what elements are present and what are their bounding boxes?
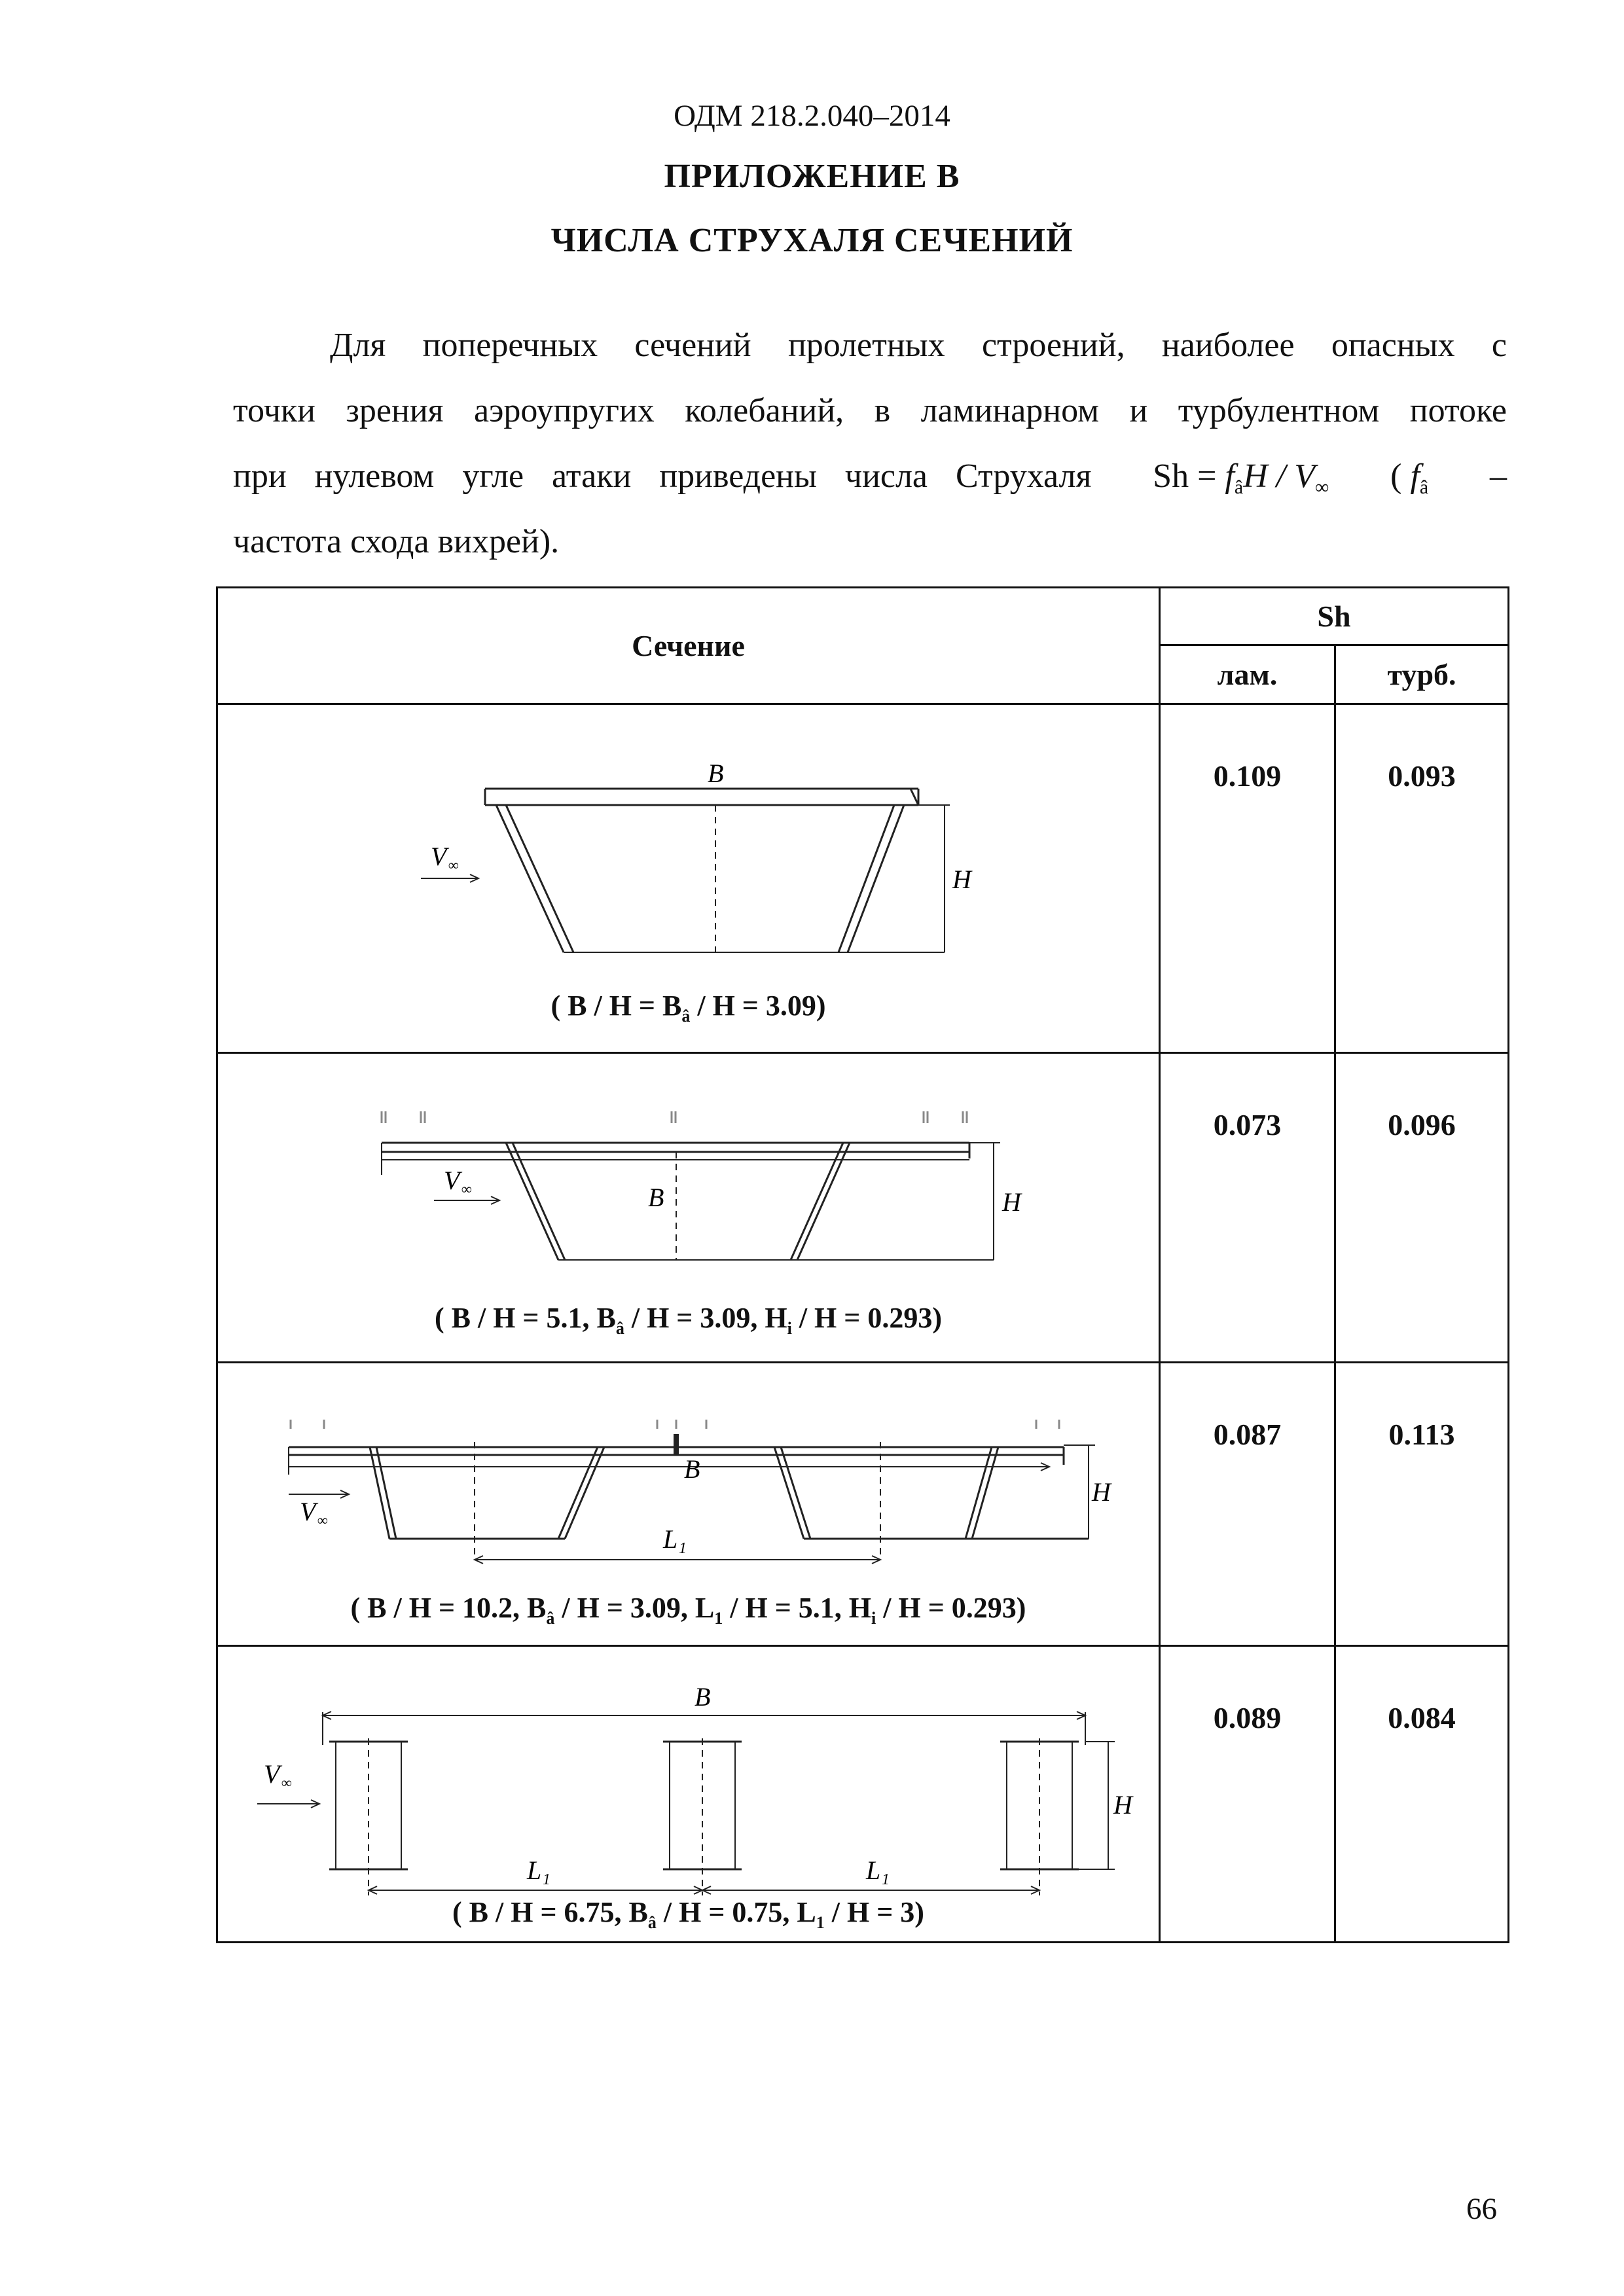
strouhal-table bbox=[216, 586, 1509, 1943]
section-cell-1 bbox=[217, 704, 1160, 1053]
label-h: H bbox=[1092, 1477, 1111, 1507]
label-v-sub: ∞ bbox=[448, 857, 459, 873]
label-v: V bbox=[264, 1759, 280, 1789]
intro-line-4: частота схода вихрей). bbox=[233, 523, 560, 560]
header-lam: лам. bbox=[1160, 645, 1335, 704]
label-b: B bbox=[648, 1183, 664, 1212]
table-row bbox=[217, 1053, 1509, 1363]
frequency-note bbox=[1390, 444, 1428, 509]
label-h: H bbox=[1002, 1187, 1021, 1217]
label-l-right-sub: 1 bbox=[882, 1871, 890, 1888]
turb-value-3: 0.113 bbox=[1335, 1363, 1509, 1646]
label-b: B bbox=[695, 1682, 711, 1712]
label-b: B bbox=[684, 1454, 700, 1484]
label-l-left: L bbox=[527, 1856, 542, 1885]
label-v-sub: ∞ bbox=[461, 1181, 472, 1197]
label-h: H bbox=[952, 865, 971, 894]
table-row bbox=[217, 1646, 1509, 1943]
formula-f-sub: â bbox=[1234, 476, 1244, 498]
label-v: V bbox=[431, 842, 447, 871]
turb-value-4: 0.084 bbox=[1335, 1646, 1509, 1943]
formula-h-over-v: H / V bbox=[1243, 457, 1315, 495]
appendix-title: ПРИЛОЖЕНИЕ В bbox=[664, 158, 960, 195]
header-sh: Sh bbox=[1160, 588, 1509, 645]
section-cell-2 bbox=[217, 1053, 1160, 1363]
page-number: 66 bbox=[1466, 2192, 1497, 2226]
label-v: V bbox=[300, 1497, 316, 1526]
lam-value-2: 0.073 bbox=[1160, 1053, 1335, 1363]
formula-sh: Sh bbox=[1153, 457, 1189, 495]
turb-value-2: 0.096 bbox=[1335, 1053, 1509, 1363]
label-v-sub: ∞ bbox=[281, 1774, 292, 1791]
label-b: B bbox=[708, 759, 724, 788]
intro-line-3-text: при нулевом угле атаки приведены числа Струхаля bbox=[233, 457, 1092, 495]
formula-v-sub: ∞ bbox=[1314, 476, 1329, 498]
intro-line-1: Для поперечных сечений пролетных строений, наиболее опасных с bbox=[330, 327, 1507, 364]
label-l: L bbox=[663, 1524, 678, 1554]
label-h: H bbox=[1113, 1790, 1132, 1820]
section-caption-2: ( B / H = 5.1, $B_â / H = 3.09$, $H_i / H = 0.293$) bbox=[434, 1302, 943, 1338]
document-code: ОДМ 218.2.040–2014 bbox=[674, 99, 950, 133]
paren-open: ( bbox=[1390, 457, 1402, 495]
label-v: V bbox=[444, 1166, 460, 1195]
lam-value-4: 0.089 bbox=[1160, 1646, 1335, 1943]
label-v-sub: ∞ bbox=[317, 1512, 328, 1528]
dash: – bbox=[1490, 457, 1507, 495]
section-cell-3 bbox=[217, 1363, 1160, 1646]
appendix-subtitle: ЧИСЛА СТРУХАЛЯ СЕЧЕНИЙ bbox=[550, 222, 1074, 259]
label-l-right: L bbox=[866, 1856, 881, 1885]
strouhal-formula bbox=[1153, 444, 1329, 509]
formula-f: f bbox=[1225, 457, 1235, 495]
intro-paragraph bbox=[233, 313, 1507, 575]
header-section: Сечение bbox=[217, 588, 1160, 704]
lam-value-3: 0.087 bbox=[1160, 1363, 1335, 1646]
intro-line-3 bbox=[233, 444, 1507, 509]
turb-value-1: 0.093 bbox=[1335, 704, 1509, 1053]
intro-line-2: точки зрения аэроупругих колебаний, в ламинарном и турбулентном потоке bbox=[233, 392, 1507, 429]
section-cell-4 bbox=[217, 1646, 1160, 1943]
paren-f: f bbox=[1410, 457, 1420, 495]
table-row bbox=[217, 704, 1509, 1053]
formula-eq: = bbox=[1189, 457, 1225, 495]
label-l-left-sub: 1 bbox=[543, 1871, 550, 1888]
header-turb: турб. bbox=[1335, 645, 1509, 704]
label-l-sub: 1 bbox=[679, 1540, 687, 1557]
section-caption-4: ( B / H = 6.75, $B_â / H = 0.75$, $L_1 / H = 3$) bbox=[452, 1896, 924, 1932]
section-caption-1: ( $B / H = B_â / H = 3.09$) bbox=[550, 990, 826, 1026]
lam-value-1: 0.109 bbox=[1160, 704, 1335, 1053]
paren-f-sub: â bbox=[1419, 476, 1429, 498]
table-row bbox=[217, 1363, 1509, 1646]
section-caption-3: ( B / H = 10.2, $B_â / H = 3.09$, $L_1 / H = 5.1$, $H_i / H = 0.293$) bbox=[350, 1592, 1026, 1628]
